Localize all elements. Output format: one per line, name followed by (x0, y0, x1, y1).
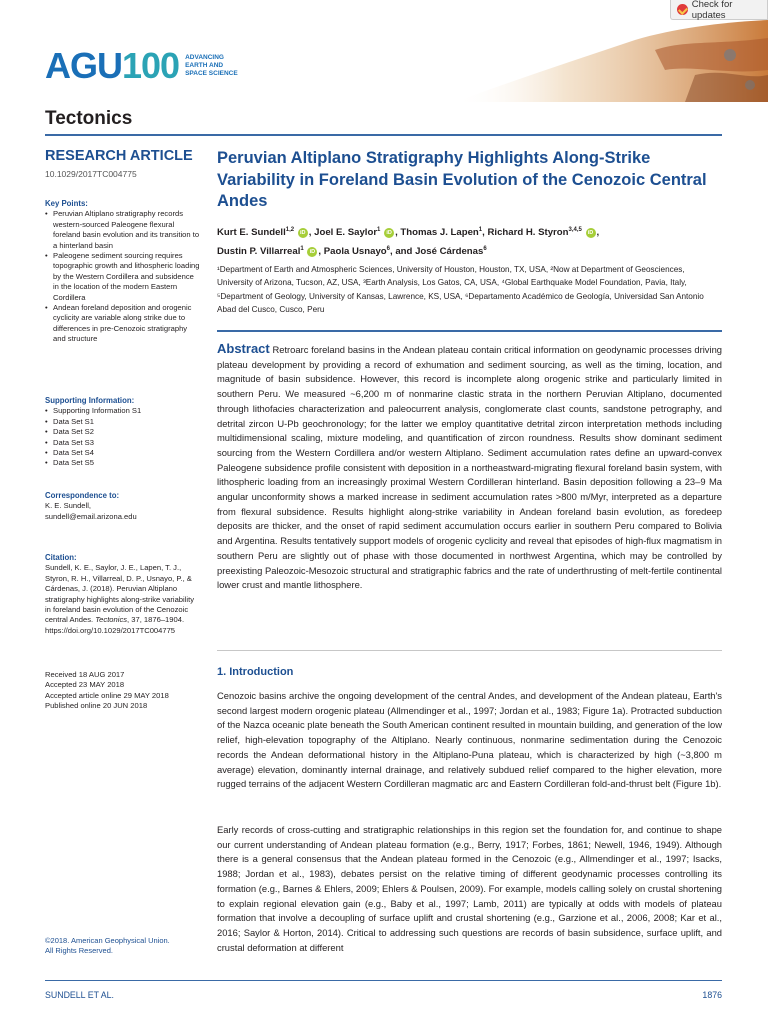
author-affiliation-marker: 1 (478, 227, 483, 233)
orcid-icon[interactable]: iD (384, 228, 394, 238)
header-banner-image (455, 20, 768, 102)
date-accepted: Accepted 23 MAY 2018 (45, 680, 125, 690)
orcid-icon[interactable]: iD (586, 228, 596, 238)
logo-100: 100 (122, 45, 180, 86)
supporting-item[interactable]: • Supporting Information S1 (45, 406, 200, 416)
article-title: Peruvian Altiplano Stratigraphy Highlights Along-Strike Variability in Foreland Basin Evolution of the Cenozoic Central Andes (217, 149, 707, 210)
key-point: • Andean foreland deposition and orogenic cyclicity are variable along strike due to differences in pre-Cenozoic stratigraphy and structure (45, 303, 200, 345)
affiliations: ¹Department of Earth and Atmospheric Sciences, University of Houston, Houston, TX, USA, ²Now at Department of Geosciences, University of Arizona, Tucson, AZ, USA, ³Earth Analysis, Los Gatos, CA, USA, ⁴Global Earthquake Model Foundation, Pavia, Italy, ⁵Department of Geology, University of Kansas, Lawrence, KS, USA, ⁶Departamento Académico de Geología, Universidad San Antonio Abad del Cusco, Cusco, Peru (217, 265, 704, 315)
correspondence-name: K. E. Sundell, (45, 501, 92, 511)
page-number: 1876 (702, 990, 722, 1000)
author-affiliation-marker: 6 (483, 246, 487, 253)
supporting-item[interactable]: • Data Set S3 (45, 438, 200, 448)
citation-heading: Citation: (45, 553, 77, 562)
intro-paragraph-1: Cenozoic basins archive the ongoing development of the central Andes, and development of the Andean plateau, Earth's second largest modern orogenic plateau (Allmendinger et al., 1997; Jordan et al., 1983; Figure 1a). Protracted subduction of the Nazca oceanic plate beneath the South American continent resulted in mountain building, and generation of the low relief, high-elevation topography of the Altiplano. Nearly continuous, nonmarine sedimentation during the Cenozoic records the Andean deformational history in the Altiplano-Puna plateau, which is characterized by high (~3,800 m average) elevation, dominantly internal drainage, and relatively subdued relief compared to the higher elevation, more rugged terrains of the adjacent Western Cordilleran magmatic arc and Eastern Cordilleran fold-and-thrust belt (Figure 1b). (217, 690, 722, 790)
citation-journal: Tectonics (95, 615, 128, 625)
author-affiliation-marker: 1 (377, 227, 381, 233)
agu100-logo (45, 45, 238, 86)
author-name: José Cárdenas (415, 246, 484, 258)
correspondence-heading: Correspondence to: (45, 491, 120, 500)
key-points (45, 199, 200, 345)
article-type: RESEARCH ARTICLE (45, 148, 193, 164)
author-name: Joel E. Saylor (314, 227, 378, 239)
author-affiliation-marker: 1 (300, 246, 304, 253)
logo-agu: AGU (45, 45, 122, 86)
copyright-line: ©2018. American Geophysical Union. (45, 936, 170, 945)
article-dates (45, 670, 200, 712)
date-online: Accepted article online 29 MAY 2018 (45, 690, 169, 700)
section-heading-introduction: 1. Introduction (217, 666, 294, 678)
supporting-heading: Supporting Information: (45, 396, 135, 405)
logo-tagline-line: EARTH AND (185, 62, 224, 69)
copyright (45, 936, 200, 957)
supporting-item[interactable]: • Data Set S2 (45, 427, 200, 437)
supporting-item[interactable]: • Data Set S1 (45, 417, 200, 427)
header-rule (45, 134, 722, 136)
citation-text (45, 563, 200, 636)
supporting-item[interactable]: • Data Set S5 (45, 458, 200, 468)
journal-name: Tectonics (45, 108, 133, 129)
author-name: Richard H. Styron (487, 227, 569, 239)
check-updates-icon (677, 4, 688, 15)
author-affiliation-marker: 1,2 (285, 227, 295, 233)
article-doi[interactable]: 10.1029/2017TC004775 (45, 169, 137, 179)
footer-rule (45, 980, 722, 981)
section-divider (217, 650, 722, 651)
intro-paragraph-2: Early records of cross-cutting and stratigraphic relationships in this region set the foundation for, and continue to shape our current understanding of Andean plateau formation (e.g., Berry, 1917; Forbes, 1861; Newell, 1946, 1949). Although there is a general consensus that the Andean plateau formed in the Cenozoic (e.g., Allmendinger et al., 1997; Isacks, 1988; Jordan et al., 1983), debates persist on the relative timing of different geodynamic processes controlling its formation (e.g., Barnes & Ehlers, 2009; Ehlers & Poulsen, 2009). For example, models calling solely on crustal shortening to explain regional elevation gain (e.g., Baby et al., 1997; Lamb, 2011) are typically at odds with models of plateau formation that involve a decoupling of surface uplift and crustal shortening (e.g., Garzione et al., 2006, 2008; Kar et al., 2016; Saylor & Horton, 2014). Critical to addressing such questions are records of basin subsidence, surface uplift, and crustal deformation at different (217, 824, 722, 953)
author-affiliation-marker: 6 (386, 246, 390, 253)
correspondence-email[interactable]: sundell@email.arizona.edu (45, 511, 137, 521)
author-name: Kurt E. Sundell (217, 227, 286, 239)
logo-tagline (185, 54, 238, 78)
key-points-list (45, 209, 200, 344)
abstract-heading: Abstract (217, 341, 270, 356)
citation-text-b: , 37, 1876–1904. https://doi.org/10.1029/2017TC004775 (45, 615, 185, 635)
key-point: • Peruvian Altiplano stratigraphy records western-sourced Paleogene flexural foreland basin evolution and its transition to a hinterland basin (45, 209, 200, 251)
logo-tagline-line: SPACE SCIENCE (185, 70, 238, 77)
abstract-text: Retroarc foreland basins in the Andean plateau contain critical information on geodynamic processes driving plateau development by providing a record of exhumation and sediment sourcing, as well as the timing, location, and magnitude of basin subsidence. However, this record is incomplete along orogenic strike and particularly limited in southern Peru. We measured ~6,200 m of nonmarine clastic strata in the northern Peruvian Altiplano, documented through lithofacies characterization and paleocurrent analysis, conglomerate clast counts, sandstone petrography, and detrital zircon U-Pb geochronology; for the latter we employ quantitative detrital zircon interpretation methods including multidimensional scaling, mixture modeling, and quantification of zircon roundness. Results show dominant sediment sourcing from the Western Cordillera and/or western Altiplano. Sediment accumulation rates define an upward-convex Paleogene subsidence profile consistent with deposition in a northeastward-migrating flexural foreland basin system, with lithospheric loading from an increasingly proximal Western Cordilleran hinterland. Basin deposition following a 23–9 Ma angular unconformity shows a marked increase in sediment accumulation rates >800 m/Myr, interpreted as a departure from flexural subsidence. Results highlight along-strike variability in Andean foreland basin evolution, as foredeep deposits are thicker, and the onset of rapid sediment accumulation occurs earlier in southern Peru compared to Bolivia and Argentina. Results tentatively support models of orogenic cyclicity and reveal that episodes of high-flux magmatism in southern Peru are slightly out of phase with those documented in northwest Argentina, which may be controlled by preexisting Paleozoic-Mesozoic structural and stratigraphic fabrics and the rate of underthrusting of melt-fertile continental lower crust and mantle lithosphere. (217, 344, 722, 591)
logo-tagline-line: ADVANCING (185, 54, 224, 61)
abstract-rule (217, 330, 722, 332)
citation (45, 553, 200, 636)
orcid-icon[interactable]: iD (307, 247, 317, 257)
supporting-information (45, 396, 200, 469)
check-updates-label: Check for updates (691, 0, 733, 21)
supporting-item[interactable]: • Data Set S4 (45, 448, 200, 458)
correspondence (45, 491, 200, 522)
abstract (217, 342, 722, 593)
author-name: Dustin P. Villarreal (217, 246, 301, 258)
key-points-heading: Key Points: (45, 199, 88, 208)
author-name: Paola Usnayo (323, 246, 387, 258)
author-name: Thomas J. Lapen (400, 227, 479, 239)
copyright-line: All Rights Reserved. (45, 946, 113, 956)
author-affiliation-marker: 3,4,5 (568, 227, 582, 233)
date-received: Received 18 AUG 2017 (45, 670, 125, 679)
citation-text-a: Sundell, K. E., Saylor, J. E., Lapen, T. J., Styron, R. H., Villarreal, D. P., Usnayo, P., & Cárdenas, J. (2018). Peruvian Altiplano stratigraphy highlights along-strike variability in foreland basin evolution of the Cenozoic central Andes. (45, 563, 194, 625)
footer-authors: SUNDELL ET AL. (45, 990, 114, 1000)
author-list: Kurt E. Sundell$^{1,2}$ iD , Joel E. Saylor$^1$ iD , Thomas J. Lapen$^1$, Richard H. Styron$^{3,4,5}$ iD , Dustin P. Villarreal$^1$ iD , Paola Usnayo$^6$, and José Cárdenas$^6$ (217, 227, 600, 258)
supporting-list (45, 406, 200, 468)
check-for-updates-button[interactable] (670, 0, 768, 20)
orcid-icon[interactable]: iD (298, 228, 308, 238)
date-published: Published online 20 JUN 2018 (45, 701, 148, 711)
key-point: • Paleogene sediment sourcing requires topographic growth and lithospheric loading by the Western Cordillera and subsidence in the location of the modern Eastern Cordillera (45, 251, 200, 303)
